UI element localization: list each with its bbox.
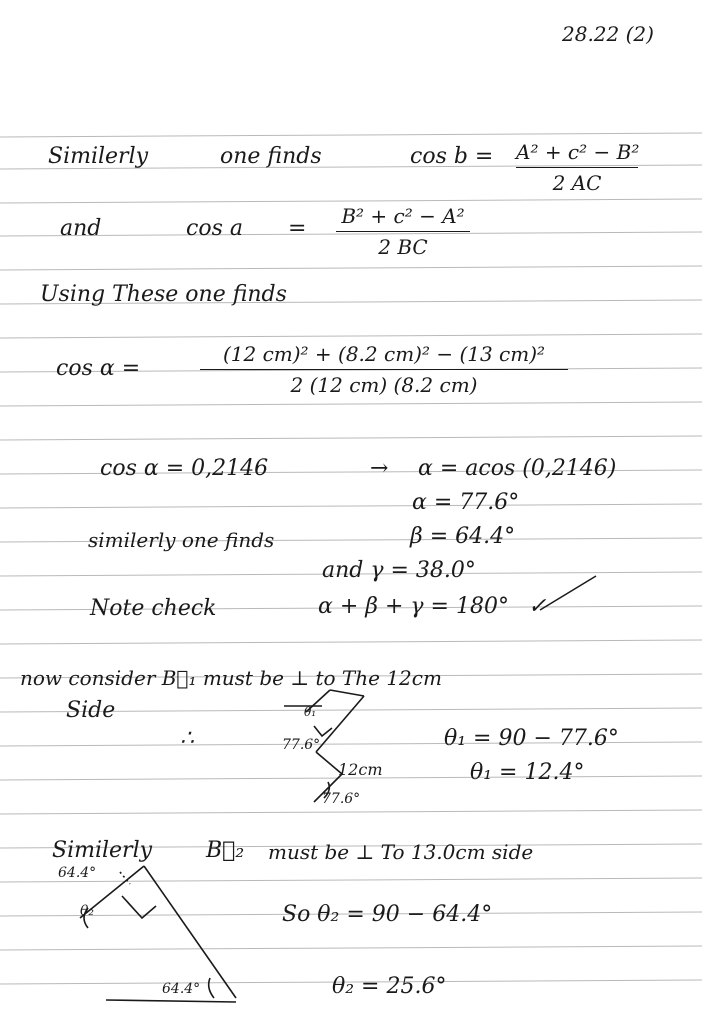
word-similarly-1: Similerly [48, 144, 149, 169]
cos-a-fraction-bar [336, 231, 470, 232]
word-one-finds-1: one finds [220, 144, 322, 169]
now-consider-b1: now consider B⃗₁ must be ⊥ to The 12cm [20, 666, 442, 690]
cos-a-equals: = [288, 216, 307, 241]
similarly-3: Similerly [52, 838, 153, 863]
b2-perpendicular-text: must be ⊥ To 13.0cm side [268, 840, 534, 864]
gamma-result: and γ = 38.0° [322, 558, 476, 583]
cos-alpha-lhs: cos α = [56, 356, 141, 381]
cos-alpha-denominator: 2 (12 cm) (8.2 cm) [290, 373, 478, 397]
beta-result: β = 64.4° [410, 524, 516, 549]
note-check: Note check [90, 596, 217, 621]
sketch1-theta-label: θ₁ [304, 705, 317, 719]
cos-a-fraction [336, 204, 470, 259]
theta1-equation: θ₁ = 90 − 77.6° [444, 726, 619, 751]
sketch2-angle-top: 64.4° [58, 865, 97, 881]
b2-sketch [60, 860, 240, 1010]
cos-b-fraction-bar [516, 167, 638, 168]
implies-arrow: → [370, 456, 389, 481]
page-reference: 28.22 (2) [562, 22, 654, 46]
using-these-line: Using These one finds [40, 282, 287, 307]
sketch1-angle-top: 77.6° [282, 737, 321, 753]
check-stroke-icon [540, 572, 600, 612]
cos-b-denominator: 2 AC [552, 171, 602, 195]
b2-vector: B⃗₂ [206, 838, 245, 863]
similarly-one-finds-2: similerly one finds [88, 528, 275, 552]
cos-b-fraction [516, 140, 638, 195]
word-and-1: and [60, 216, 102, 241]
sketch1-side-label: 12cm [338, 760, 383, 779]
cos-b-numerator: A² + c² − B² [516, 140, 640, 164]
alpha-acos: α = acos (0,2146) [418, 456, 617, 481]
cos-a-lhs: cos a [186, 216, 243, 241]
theta2-equation: So θ₂ = 90 − 64.4° [282, 902, 493, 927]
cos-b-lhs: cos b = [410, 144, 494, 169]
sketch2-theta-label: θ₂ [80, 903, 95, 919]
theta1-result: θ₁ = 12.4° [470, 760, 585, 785]
cos-alpha-fraction-bar [200, 369, 568, 370]
word-side: Side [66, 698, 116, 723]
theta2-result: θ₂ = 25.6° [332, 974, 447, 999]
cos-alpha-numerator: (12 cm)² + (8.2 cm)² − (13 cm)² [222, 342, 546, 366]
sketch1-angle-bottom: 77.6° [322, 791, 361, 807]
sketch2-angle-bottom: 64.4° [162, 981, 201, 997]
cos-alpha-fraction [200, 342, 568, 397]
cos-alpha-value: cos α = 0,2146 [100, 456, 269, 481]
cos-a-numerator: B² + c² − A² [341, 204, 465, 228]
cos-a-denominator: 2 BC [378, 235, 428, 259]
angle-sum-check: α + β + γ = 180° [318, 594, 509, 619]
therefore-symbol: ∴ [180, 726, 194, 751]
alpha-result: α = 77.6° [412, 490, 520, 515]
check-mark-icon: ✓ [528, 594, 547, 619]
